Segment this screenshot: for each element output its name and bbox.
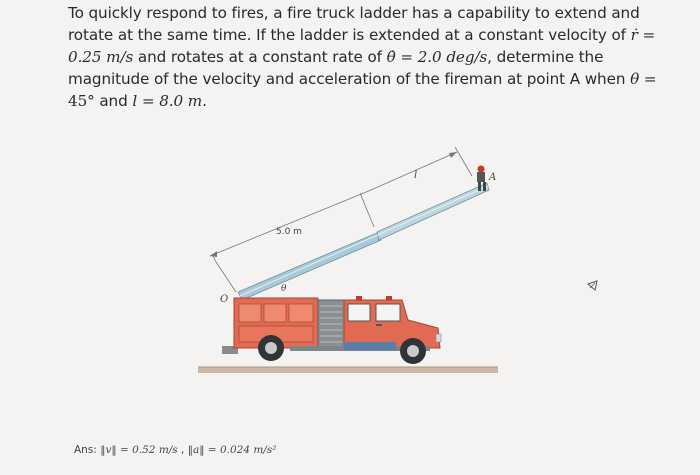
length-value: l = 8.0 m. xyxy=(132,92,207,110)
dim-arrow-left xyxy=(210,251,217,257)
theta-value: 45° xyxy=(68,92,95,110)
answer-separator: , xyxy=(177,444,188,456)
rdot-expression: ṙ = xyxy=(630,26,656,44)
theta-expression: θ = xyxy=(630,70,657,88)
problem-line-4-text: magnitude of the velocity and acceleration of the fireman at point A when xyxy=(68,70,631,88)
problem-line-1: To quickly respond to fires, a fire truck ladder has a capability to extend and xyxy=(68,4,640,22)
acceleration-answer: = 0.024 m/s² xyxy=(204,444,277,456)
problem-line-3-text-a: and rotates at a constant rate of xyxy=(133,48,387,66)
problem-line-5-text: and xyxy=(94,92,133,110)
label-A: A xyxy=(489,172,497,183)
label-l: l xyxy=(414,170,418,181)
problem-line-2-text: rotate at the same time. If the ladder is extended at a constant velocity of xyxy=(68,26,631,44)
dimension-lines xyxy=(210,147,472,292)
label-theta: θ xyxy=(281,284,287,294)
answer-prefix: Ans: xyxy=(74,444,101,456)
thetadot-expression: θ̇ = 2.0 deg/s xyxy=(386,48,488,66)
problem-line-3-text-b: , determine the xyxy=(487,48,604,66)
label-O: O xyxy=(220,294,229,305)
velocity-value: 0.25 m/s xyxy=(68,48,134,66)
velocity-answer: = 0.52 m/s xyxy=(116,444,178,456)
velocity-symbol: ‖v‖ xyxy=(100,444,117,456)
answer-line xyxy=(74,444,276,456)
ground xyxy=(198,367,498,373)
front-wheel xyxy=(400,338,426,364)
label-5m: 5.0 m xyxy=(276,227,302,237)
dim-arrow-right xyxy=(449,152,457,158)
rear-wheel xyxy=(258,335,284,361)
acceleration-symbol: ‖a‖ xyxy=(187,444,205,456)
fire-truck xyxy=(222,296,441,364)
cursor-icon xyxy=(588,281,597,290)
